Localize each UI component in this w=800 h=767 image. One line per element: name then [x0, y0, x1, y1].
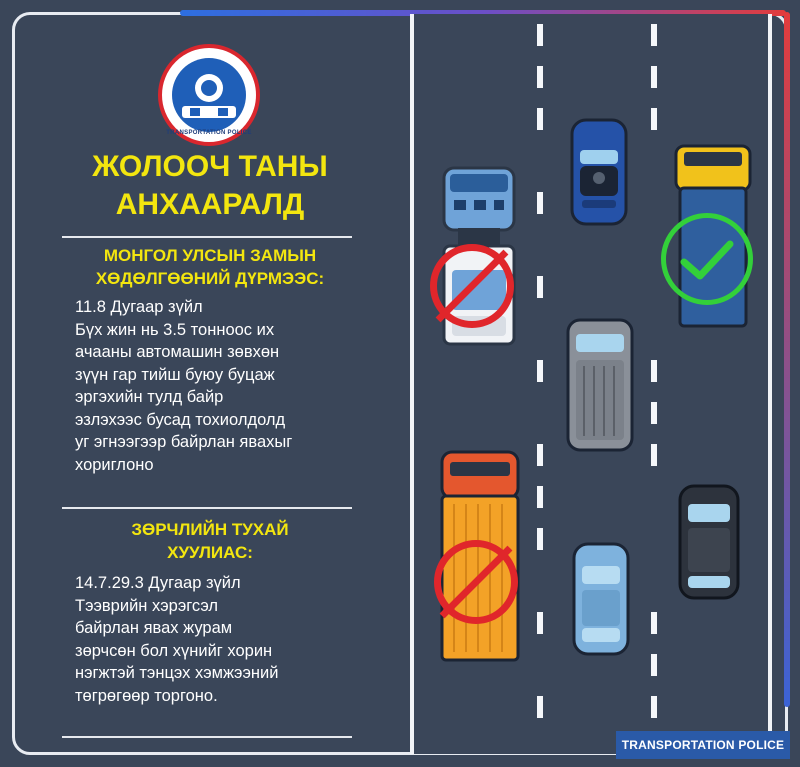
right-accent-bar: [784, 12, 790, 707]
page-title-line2: АНХААРАЛД: [115, 188, 305, 221]
prohibited-icon: [430, 244, 514, 328]
lane-marking: [537, 612, 543, 634]
lane-marking: [537, 444, 543, 466]
car-light-blue: [570, 540, 632, 658]
section1-line: уг эгнээгээр байрлан явахыг: [75, 433, 293, 451]
section1-heading-line1: МОНГОЛ УЛСЫН ЗАМЫН: [103, 246, 317, 265]
section1-line: хориглоно: [75, 455, 154, 474]
lane-marking: [651, 360, 657, 382]
lane-marking: [537, 192, 543, 214]
lane-marking: [651, 654, 657, 676]
lane-marking: [537, 276, 543, 298]
section1-line: эргэхийн тулд байр: [75, 388, 224, 406]
section2-heading-line1: ЗӨРЧЛИЙН ТУХАЙ: [131, 520, 289, 539]
section2-line: 14.7.29.3 Дугаар зүйл: [75, 574, 241, 592]
section1-line: ачааны автомашин зөвхөн: [75, 343, 280, 361]
section1-line: эзлэхээс бусад тохиолдолд: [75, 410, 286, 429]
lane-marking: [651, 66, 657, 88]
lane-marking: [537, 528, 543, 550]
allowed-check-icon: [661, 213, 753, 305]
lane-marking: [537, 66, 543, 88]
transportation-police-logo: [158, 44, 260, 146]
logo-caption: TRANSPORTATION POLICE: [166, 130, 252, 136]
section2-body: [75, 572, 347, 707]
lane-marking: [537, 108, 543, 130]
section1-heading-line2: ХӨДӨЛГӨӨНИЙ ДҮРМЭЭС:: [95, 269, 325, 288]
suv-dark: [674, 482, 744, 602]
section1-line: зүүн гар тийш буюу буцаж: [75, 365, 275, 384]
logo-emblem: [172, 58, 246, 132]
lane-marking: [651, 24, 657, 46]
road-right-edge: [768, 14, 772, 754]
section1-body: [75, 296, 347, 476]
section2-heading-line2: ХУУЛИАС:: [167, 543, 253, 562]
page-title-line1: ЖОЛООЧ ТАНЫ: [92, 150, 328, 183]
lane-marking: [537, 486, 543, 508]
section2-line: Тээврийн хэрэгсэл: [75, 596, 219, 615]
divider-line: [62, 736, 352, 738]
van-grey: [562, 316, 638, 454]
lane-marking: [651, 696, 657, 718]
road-left-edge: [410, 14, 414, 754]
section1-line: 11.8 Дугаар зүйл: [75, 298, 203, 316]
lane-marking: [537, 360, 543, 382]
section2-line: төгрөгөөр торгоно.: [75, 686, 218, 705]
lane-marking: [651, 108, 657, 130]
section1-line: Бүх жин нь 3.5 тонноос их: [75, 320, 275, 339]
divider-line: [62, 236, 352, 238]
section2-line: байрлан явах журам: [75, 619, 233, 637]
lane-marking: [651, 402, 657, 424]
car-blue-convertible: [568, 116, 630, 228]
lane-marking: [537, 24, 543, 46]
lane-marking: [537, 696, 543, 718]
section2-line: нэгжтэй тэнцэх хэмжээний: [75, 664, 279, 682]
prohibited-icon: [434, 540, 518, 624]
lane-marking: [651, 444, 657, 466]
divider-line: [62, 507, 352, 509]
section2-line: зөрчсөн бол хүнийг хорин: [75, 641, 273, 660]
footer-badge: TRANSPORTATION POLICE: [616, 731, 790, 759]
lane-marking: [651, 612, 657, 634]
